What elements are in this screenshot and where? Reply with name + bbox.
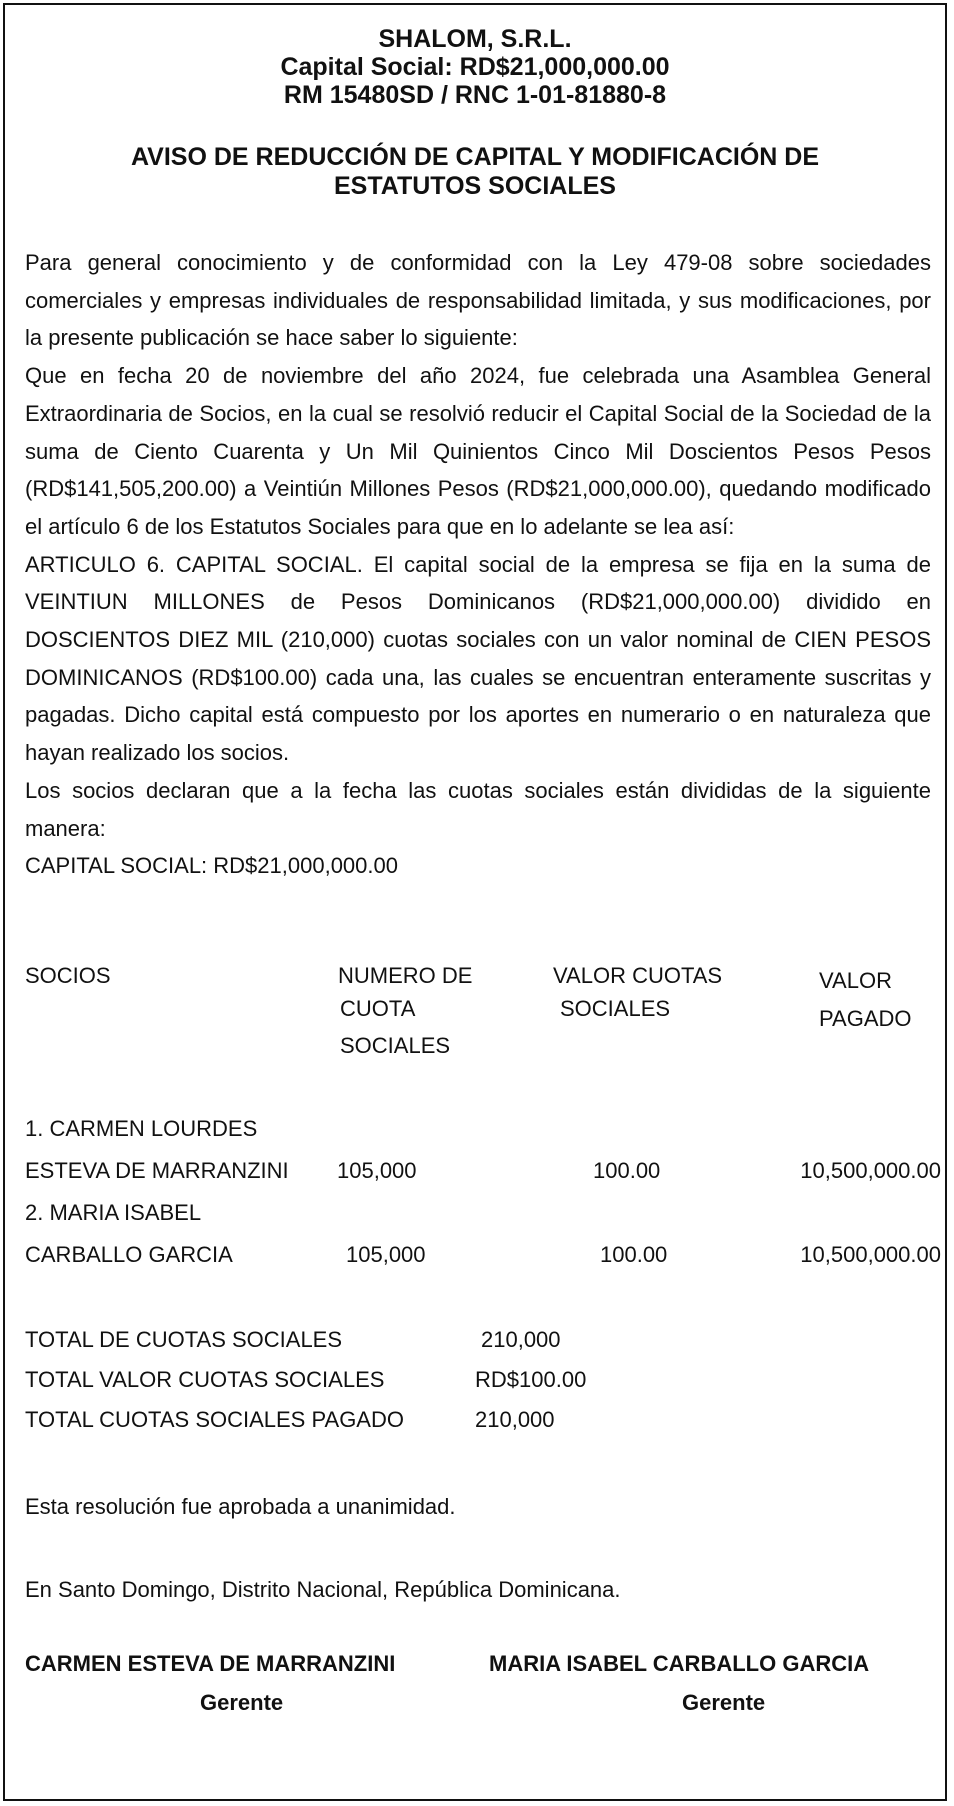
header-socios: SOCIOS bbox=[25, 963, 111, 988]
header-valor-cuotas-line-2: SOCIALES bbox=[560, 996, 671, 1021]
signatory-1-role: Gerente bbox=[200, 1690, 284, 1715]
total-cuotas-label: TOTAL DE CUOTAS SOCIALES bbox=[25, 1327, 343, 1352]
total-valor-value: RD$100.00 bbox=[475, 1367, 587, 1392]
partner-1-cuotas: 105,000 bbox=[337, 1158, 417, 1183]
notice-body bbox=[25, 244, 931, 885]
intro-paragraph: Para general conocimiento y de conformidad con la Ley 479-08 sobre sociedades comerciales y empresas individuales de responsabilidad limitada, y sus modificaciones, por la presente publicación se hace saber lo siguiente: bbox=[25, 250, 931, 351]
header-valor-pagado-line-1: VALOR bbox=[819, 968, 892, 993]
resolution-statement: Esta resolución fue aprobada a unanimidad. bbox=[25, 1494, 456, 1519]
assembly-paragraph: Que en fecha 20 de noviembre del año 2024, fue celebrada una Asamblea General Extraordinaria de Socios, en la cual se resolvió reducir el Capital Social de la Sociedad de la suma de Ciento Cuarenta y Un Mil Quinientos Cinco Mil Doscientos Pesos Pesos (RD$141,505,200.00) a Veintiún Millones Pesos (RD$21,000,000.00), quedando modificado el artículo 6 de los Estatutos Sociales para que en lo adelante se lea así: bbox=[25, 363, 931, 539]
article-6-paragraph: ARTICULO 6. CAPITAL SOCIAL. El capital social de la empresa se fija en la suma de VEINTIUN MILLONES de Pesos Dominicanos (RD$21,000,000.00) dividido en DOSCIENTOS DIEZ MIL (210,000) cuotas sociales con un valor nominal de CIEN PESOS DOMINICANOS (RD$100.00) cada una, las cuales se encuentran enteramente suscritas y pagadas. Dicho capital está compuesto por los aportes en numerario o en naturaleza que hayan realizado los socios. bbox=[25, 551, 931, 766]
partner-2-valor: 100.00 bbox=[600, 1242, 668, 1267]
total-pagado-value: 210,000 bbox=[475, 1407, 555, 1432]
signatory-1-name: CARMEN ESTEVA DE MARRANZINI bbox=[25, 1651, 396, 1676]
partner-2-name-line-1: 2. MARIA ISABEL bbox=[25, 1200, 202, 1225]
total-cuotas-value: 210,000 bbox=[481, 1327, 561, 1352]
place-statement: En Santo Domingo, Distrito Nacional, República Dominicana. bbox=[25, 1577, 621, 1602]
signatory-2-name: MARIA ISABEL CARBALLO GARCIA bbox=[489, 1651, 870, 1676]
total-pagado-label: TOTAL CUOTAS SOCIALES PAGADO bbox=[25, 1407, 404, 1432]
partner-2-cuotas: 105,000 bbox=[346, 1242, 426, 1267]
total-valor-label: TOTAL VALOR CUOTAS SOCIALES bbox=[25, 1367, 385, 1392]
header-valor-pagado-line-2: PAGADO bbox=[819, 1006, 912, 1031]
partner-2-pagado: 10,500,000.00 bbox=[800, 1242, 941, 1267]
signatory-2-role: Gerente bbox=[682, 1690, 766, 1715]
capital-line: CAPITAL SOCIAL: RD$21,000,000.00 bbox=[25, 853, 398, 879]
notice-title-line-2: ESTATUTOS SOCIALES bbox=[334, 172, 616, 200]
notice-page bbox=[3, 3, 947, 1801]
partner-1-name-line-1: 1. CARMEN LOURDES bbox=[25, 1116, 258, 1141]
company-header bbox=[5, 25, 945, 109]
header-valor-cuotas-line-1: VALOR CUOTAS bbox=[553, 963, 723, 988]
partner-1-name-line-2: ESTEVA DE MARRANZINI bbox=[25, 1158, 289, 1183]
notice-title bbox=[45, 143, 905, 201]
notice-title-line-1: AVISO DE REDUCCIÓN DE CAPITAL Y MODIFICACIÓN DE bbox=[130, 143, 820, 171]
company-registry: RM 15480SD / RNC 1-01-81880-8 bbox=[283, 81, 667, 109]
company-name: SHALOM, S.R.L. bbox=[378, 25, 572, 53]
partner-1-pagado: 10,500,000.00 bbox=[800, 1158, 941, 1183]
partner-1-valor: 100.00 bbox=[593, 1158, 661, 1183]
distribution-paragraph: Los socios declaran que a la fecha las cuotas sociales están divididas de la siguiente manera: bbox=[25, 777, 931, 841]
header-numero-line-1: NUMERO DE bbox=[338, 963, 473, 988]
header-numero-line-3: SOCIALES bbox=[340, 1033, 451, 1058]
company-capital: Capital Social: RD$21,000,000.00 bbox=[280, 53, 670, 81]
partner-2-name-line-2: CARBALLO GARCIA bbox=[25, 1242, 233, 1267]
header-numero-line-2: CUOTA bbox=[340, 996, 416, 1021]
